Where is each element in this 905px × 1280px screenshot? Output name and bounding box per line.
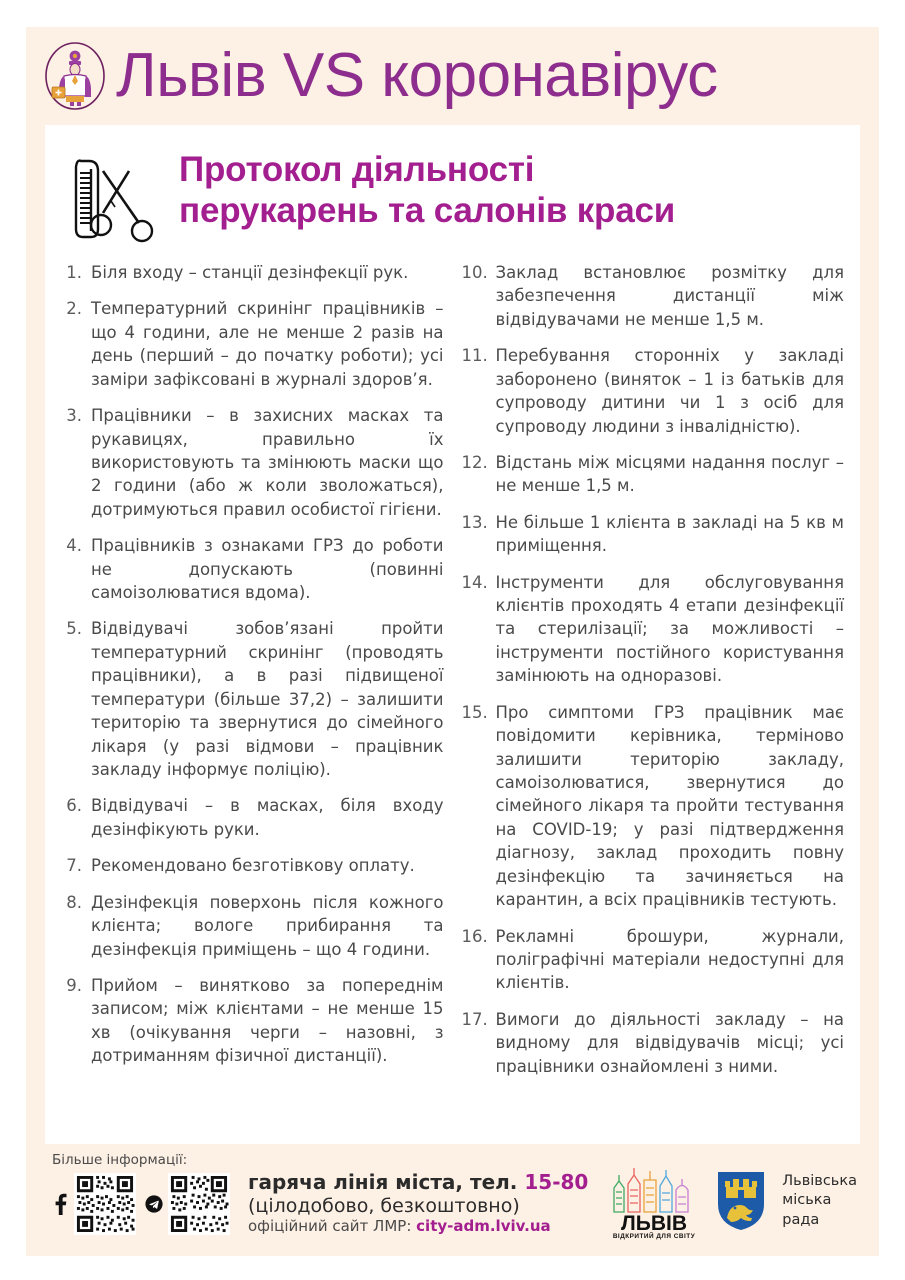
rule-number: 6. <box>66 796 82 816</box>
footer-contacts <box>50 1152 588 1236</box>
qr-code-telegram[interactable] <box>168 1173 230 1235</box>
rule-number: 1. <box>66 263 82 282</box>
poster-inner <box>26 27 879 1256</box>
rule-item <box>61 297 444 391</box>
rule-number: 11. <box>461 346 488 366</box>
rule-item <box>462 451 845 498</box>
rule-item <box>462 701 845 912</box>
rada-line-1: Львівська <box>782 1173 857 1190</box>
qr-code-facebook[interactable] <box>74 1173 136 1235</box>
comb-and-scissors-icon <box>69 147 173 247</box>
rule-number: 17. <box>461 1009 488 1029</box>
rule-item <box>61 794 444 841</box>
rule-item <box>61 891 444 961</box>
official-site-line <box>248 1217 588 1236</box>
rule-number: 3. <box>66 406 82 426</box>
rule-text: Дезінфекція поверхонь після кожного клієнта; вологе прибирання та дезінфекція приміщень – що 4 години. <box>91 892 444 959</box>
rule-item <box>61 261 444 284</box>
rada-line-2: міська <box>782 1192 832 1209</box>
rule-text: Температурний скринінг працівників – що 4 години, але не менше 2 разів на день (перший – до початку роботи); усі заміри зафіксовані в журналі здоров’я. <box>91 299 444 389</box>
rule-item <box>462 344 845 438</box>
rule-text: Рекомендовано безготівкову оплату. <box>91 856 415 876</box>
page-title: Львів VS коронавірус <box>116 41 718 110</box>
hotline-note: (цілодобово, безкоштовно) <box>248 1194 520 1217</box>
telegram-icon[interactable] <box>144 1192 164 1216</box>
rules-list-right <box>462 261 845 1136</box>
rule-number: 9. <box>66 975 82 995</box>
lviv-city-logo <box>608 1162 700 1240</box>
hotline-line <box>248 1171 588 1195</box>
contact-row <box>50 1171 588 1236</box>
rule-item <box>462 925 845 995</box>
rule-text: Біля входу – станції дезінфекції рук. <box>91 263 409 282</box>
rule-text: Про симптоми ГРЗ працівник має повідомити керівника, терміново залишити територію закладу, самоізолюватися, звернутися до сімейного лікаря та пройти тестування на COVID-19; у разі підтвердження діагнозу, заклад проходить повну дезінфекцію та зачиняється на карантин, а всіх працівників тестують. <box>495 702 844 910</box>
rule-number: 16. <box>461 926 488 946</box>
rule-text: Працівників з ознаками ГРЗ до роботи не допускають (повинні самоізолюватися вдома). <box>91 536 444 603</box>
footer-logos <box>608 1152 857 1240</box>
rule-item <box>462 1008 845 1078</box>
rule-item <box>462 511 845 558</box>
content-card <box>45 125 860 1144</box>
facebook-icon[interactable] <box>50 1192 70 1216</box>
rule-text: Відстань між місцями надання послуг – не менше 1,5 м. <box>495 452 844 496</box>
subheading-line-2: перукарень та салонів краси <box>179 191 676 231</box>
rule-number: 14. <box>461 572 488 592</box>
site-prefix: офіційний сайт ЛМР: <box>248 1217 417 1236</box>
rules-list-left <box>61 261 444 1136</box>
rule-number: 12. <box>461 452 488 472</box>
rule-item <box>61 617 444 781</box>
subheading-line-1: Протокол діяльності <box>179 150 535 189</box>
hotline-prefix: гаряча лінія міста, тел. <box>248 1170 525 1194</box>
hotline-number: 15-80 <box>524 1170 589 1194</box>
hotline-block <box>248 1171 588 1236</box>
rules-columns <box>61 255 844 1136</box>
rule-item <box>61 404 444 521</box>
lviv-logo-word: ЛЬВІВ <box>621 1212 688 1235</box>
rule-text: Інструменти для обслуговування клієнтів проходять 4 етапи дезінфекції та стерилізації; за можливості – інструменти постійного користування замінюють на одноразові. <box>495 572 844 686</box>
subheading-text <box>179 145 675 232</box>
rule-item <box>462 261 845 331</box>
rule-text: Працівники – в захисних масках та рукавицях, правильно їх використовують та змінюють маски що 2 години (або ж коли зволожаться), дотримуються правил особистої гігієни. <box>91 406 444 519</box>
lviv-logo-tagline: ВІДКРИТИЙ ДЛЯ СВІТУ <box>613 1233 696 1240</box>
more-info-label: Більше інформації: <box>52 1152 188 1168</box>
rule-text: Заклад встановлює розмітку для забезпечення дистанції між відвідувачами не менше 1,5 м. <box>495 263 844 329</box>
rule-number: 13. <box>461 512 488 532</box>
rule-text: Перебування сторонніх у закладі заборонено (виняток – 1 із батьків для супроводу дитини чи 1 з осіб для супроводу людини з інвалідністю). <box>495 346 844 436</box>
poster-header <box>26 27 879 125</box>
lviv-coat-of-arms-icon <box>716 1170 766 1232</box>
rule-number: 15. <box>461 702 488 722</box>
rada-line-3: рада <box>782 1211 820 1228</box>
rule-number: 7. <box>66 856 82 876</box>
lviv-vs-coronavirus-emblem-icon <box>44 40 106 112</box>
rule-number: 2. <box>66 299 82 319</box>
rule-text: Вимоги до діяльності закладу – на видному для відвідувачів місці; усі працівники ознайомлені з ними. <box>495 1009 844 1076</box>
rule-item <box>61 974 444 1068</box>
rule-item <box>462 571 845 688</box>
rule-text: Прийом – винятково за попереднім записом; між клієнтами – не менше 15 хв (очікування черги – назовні, з дотриманням фізичної дистанції). <box>91 975 444 1066</box>
rule-text: Рекламні брошури, журнали, поліграфічні матеріали недоступні для клієнтів. <box>495 926 844 993</box>
poster-footer <box>26 1144 879 1256</box>
rule-item <box>61 854 444 877</box>
site-url-link[interactable]: city-adm.lviv.ua <box>416 1217 551 1236</box>
rule-text: Не більше 1 клієнта в закладі на 5 кв м приміщення. <box>495 512 844 556</box>
rule-text: Відвідувачі – в масках, біля входу дезінфікують руки. <box>91 796 444 839</box>
rule-number: 8. <box>66 892 82 912</box>
city-council-text <box>782 1172 857 1229</box>
rule-number: 4. <box>66 536 82 556</box>
rule-text: Відвідувачі зобов’язані пройти температурний скринінг (проводять працівники), а в разі підвищеної температури (більше 37,2) – залишити територію та звернутися до сімейного лікаря (у разі відмови – працівник закладу інформує поліцію). <box>91 619 444 780</box>
subheading-block <box>61 139 844 255</box>
rule-item <box>61 534 444 604</box>
rule-number: 5. <box>66 619 82 639</box>
rule-number: 10. <box>461 263 488 282</box>
